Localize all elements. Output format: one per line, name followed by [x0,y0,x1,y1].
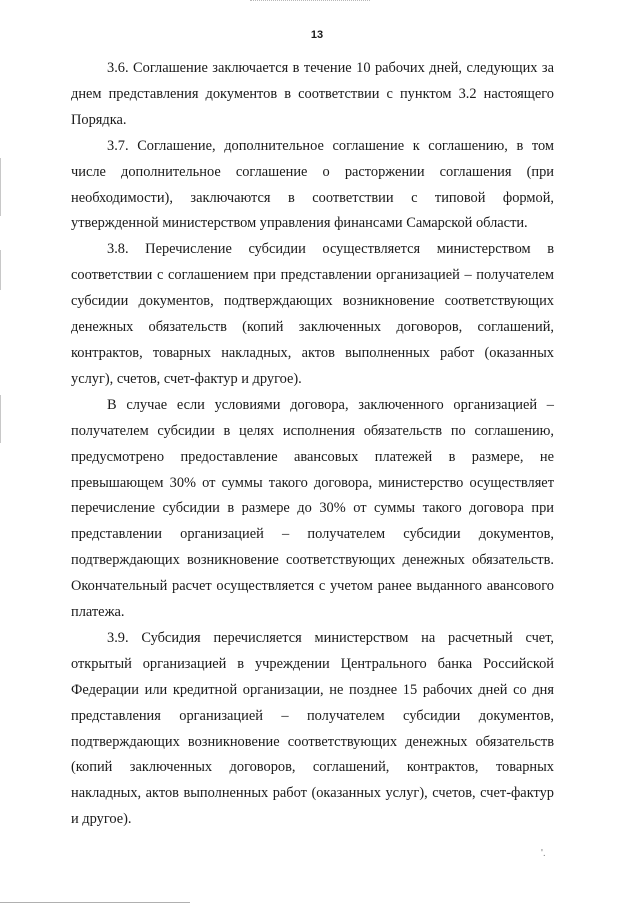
paragraph-advance-payment: В случае если условиями договора, заключенного организацией – получателем субсидии в целях исполнения обязательств по соглашению, предусмотрено предоставление авансовых платежей в размере, не превышающем 30% от суммы такого договора, министерство осуществляет перечисление субсидии в размере до 30% от суммы такого договора при представлении организацией – получателем субсидии документов, подтверждающих возникновение соответствующих денежных обязательств. Окончательный расчет осуществляется с учетом ранее выданного авансового платежа. [71,396,554,621]
scan-edge-artifact [250,0,370,2]
page-number: 13 [310,29,324,41]
paragraph-3-8: 3.8. Перечисление субсидии осуществляется министерством в соответствии с соглашением при представлении организацией – получателем субсидии документов, подтверждающих возникновение соответствующих денежных обязательств (копий заключенных договоров, соглашений, контрактов, товарных накладных, актов выполненных работ (оказанных услуг), счетов, счет-фактур и другое). [71,241,554,387]
document-body [71,56,554,833]
scan-bottom-edge [0,902,190,903]
paragraph-3-9: 3.9. Субсидия перечисляется министерством на расчетный счет, открытый организацией в учреждении Центрального банка Российской Федерации или кредитной организации, не позднее 15 рабочих дней со дня представления организацией – получателем субсидии документов, подтверждающих возникновение соответствующих денежных обязательств (копий заключенных договоров, соглашений, контрактов, товарных накладных, актов выполненных работ (оказанных услуг), счетов, счет-фактур и другое). [71,629,554,828]
scan-speck: '. [541,848,546,859]
scan-margin-mark [0,395,1,443]
scan-margin-mark [0,158,1,216]
scan-margin-mark [0,250,1,290]
paragraph-3-7: 3.7. Соглашение, дополнительное соглашение к соглашению, в том числе дополнительное соглашение о расторжении соглашения (при необходимости), заключаются в соответствии с типовой формой, утвержденной министерством управления финансами Самарской области. [71,137,554,232]
paragraph-3-6: 3.6. Соглашение заключается в течение 10 рабочих дней, следующих за днем представления документов в соответствии с пунктом 3.2 настоящего Порядка. [71,60,554,128]
